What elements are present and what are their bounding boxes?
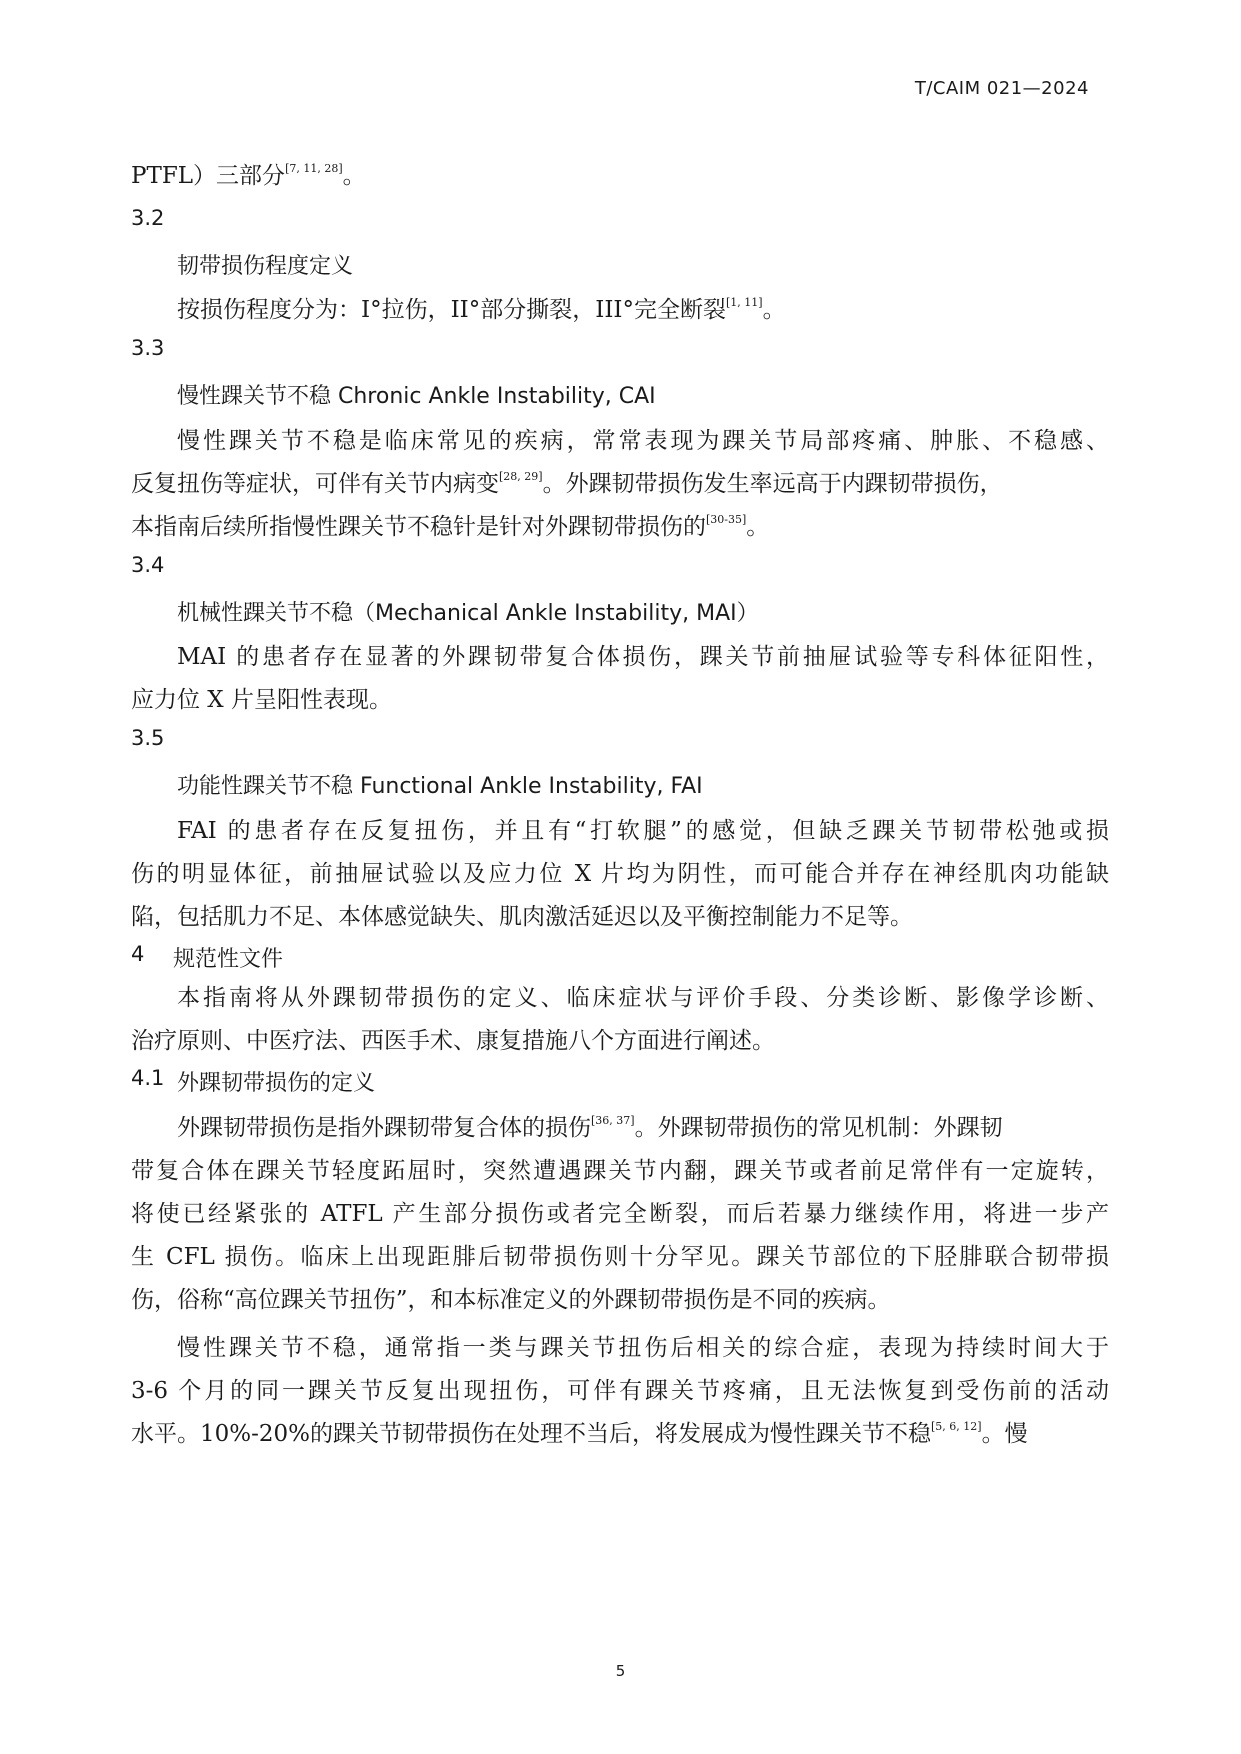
- document-code: T/CAIM 021—2024: [914, 78, 1089, 99]
- line-text: 。外踝韧带损伤发生率远高于内踝韧带损伤，: [542, 471, 1003, 497]
- line-text: 外踝韧带损伤是指外踝韧带复合体的损伤: [177, 1115, 591, 1141]
- section-heading: 韧带损伤程度定义: [177, 254, 354, 279]
- line-text: 按损伤程度分为：I°拉伤，II°部分撕裂，III°完全断裂: [177, 297, 727, 323]
- section-heading: 外踝韧带损伤的定义: [177, 1071, 376, 1096]
- line-text: 。: [746, 514, 770, 540]
- paragraph-line: [177, 638, 1109, 671]
- paragraph-line: [177, 1329, 1109, 1362]
- line-text: 生 CFL 损伤。临床上出现距腓后韧带损伤则十分罕见。踝关节部位的下胫腓联合韧带损: [131, 1244, 1109, 1270]
- paragraph-line: [177, 812, 1109, 845]
- paragraph-line: [131, 157, 366, 190]
- line-text: 。: [762, 297, 786, 323]
- line-text: 带复合体在踝关节轻度跖屈时，突然遭遇踝关节内翻，踝关节或者前足常伴有一定旋转，: [131, 1158, 1109, 1184]
- section-heading: 慢性踝关节不稳 Chronic Ankle Instability, CAI: [177, 384, 656, 409]
- citation: [1, 11]: [726, 296, 763, 309]
- line-text: MAI 的患者存在显著的外踝韧带复合体损伤，踝关节前抽屉试验等专科体征阳性，: [177, 644, 1109, 670]
- paragraph-line: 伤，俗称“高位踝关节扭伤”，和本标准定义的外踝韧带损伤是不同的疾病。: [131, 1287, 891, 1313]
- paragraph-line: [131, 1195, 1109, 1228]
- paragraph-line: [131, 465, 1003, 498]
- citation: [28, 29]: [499, 470, 543, 483]
- page-number: 5: [615, 1662, 626, 1680]
- paragraph-line: [131, 1372, 1109, 1405]
- paragraph-line: [177, 979, 1109, 1012]
- line-text: 伤的明显体征，前抽屉试验以及应力位 X 片均为阴性，而可能合并存在神经肌肉功能缺: [131, 861, 1109, 887]
- section-number: 3.4: [131, 553, 165, 577]
- line-text: 。慢: [981, 1421, 1028, 1447]
- line-text: 本指南将从外踝韧带损伤的定义、临床症状与评价手段、分类诊断、影像学诊断、: [177, 985, 1109, 1011]
- paragraph-line: [131, 508, 769, 541]
- line-text: 本指南后续所指慢性踝关节不稳针是针对外踝韧带损伤的: [131, 514, 706, 540]
- line-text: 。外踝韧带损伤的常见机制：外踝韧: [634, 1115, 1003, 1141]
- line-text: FAI 的患者存在反复扭伤，并且有“打软腿”的感觉，但缺乏踝关节韧带松弛或损: [177, 818, 1109, 844]
- paragraph-line: 治疗原则、中医疗法、西医手术、康复措施八个方面进行阐述。: [131, 1028, 775, 1054]
- section-number: 3.3: [131, 336, 165, 360]
- paragraph-line: 应力位 X 片呈阳性表现。: [131, 687, 392, 713]
- section-number: 3.2: [131, 206, 165, 230]
- section-number: 4: [131, 942, 145, 966]
- paragraph-line: [131, 855, 1109, 888]
- citation: [30-35]: [706, 513, 747, 526]
- line-text: 反复扭伤等症状，可伴有关节内病变: [131, 471, 499, 497]
- section-number: 4.1: [131, 1066, 165, 1090]
- line-text: 3-6 个月的同一踝关节反复出现扭伤，可伴有踝关节疼痛，且无法恢复到受伤前的活动: [131, 1378, 1109, 1404]
- paragraph-line: [177, 1109, 1003, 1142]
- line-text: 慢性踝关节不稳，通常指一类与踝关节扭伤后相关的综合症，表现为持续时间大于: [177, 1335, 1109, 1361]
- line-text: PTFL）三部分: [131, 163, 286, 189]
- paragraph-line: 陷，包括肌力不足、本体感觉缺失、肌肉激活延迟以及平衡控制能力不足等。: [131, 904, 913, 930]
- section-number: 3.5: [131, 726, 165, 750]
- paragraph-line: [131, 1238, 1109, 1271]
- paragraph-line: [131, 1152, 1109, 1185]
- line-text: 将使已经紧张的 ATFL 产生部分损伤或者完全断裂，而后若暴力继续作用，将进一步产: [131, 1201, 1109, 1227]
- citation: [5, 6, 12]: [931, 1420, 982, 1433]
- paragraph-line: [131, 1415, 1028, 1448]
- section-heading: 规范性文件: [173, 947, 284, 972]
- line-text: 。: [342, 163, 366, 189]
- section-heading: 机械性踝关节不稳（Mechanical Ankle Instability, MAI）: [177, 601, 759, 626]
- citation: [36, 37]: [591, 1114, 635, 1127]
- citation: [7, 11, 28]: [285, 162, 343, 175]
- line-text: 水平。10%-20%的踝关节韧带损伤在处理不当后，将发展成为慢性踝关节不稳: [131, 1421, 932, 1447]
- line-text: 慢性踝关节不稳是临床常见的疾病，常常表现为踝关节局部疼痛、肿胀、不稳感、: [177, 428, 1109, 454]
- section-heading: 功能性踝关节不稳 Functional Ankle Instability, FAI: [177, 774, 703, 799]
- paragraph-line: [177, 291, 786, 324]
- paragraph-line: [177, 422, 1109, 455]
